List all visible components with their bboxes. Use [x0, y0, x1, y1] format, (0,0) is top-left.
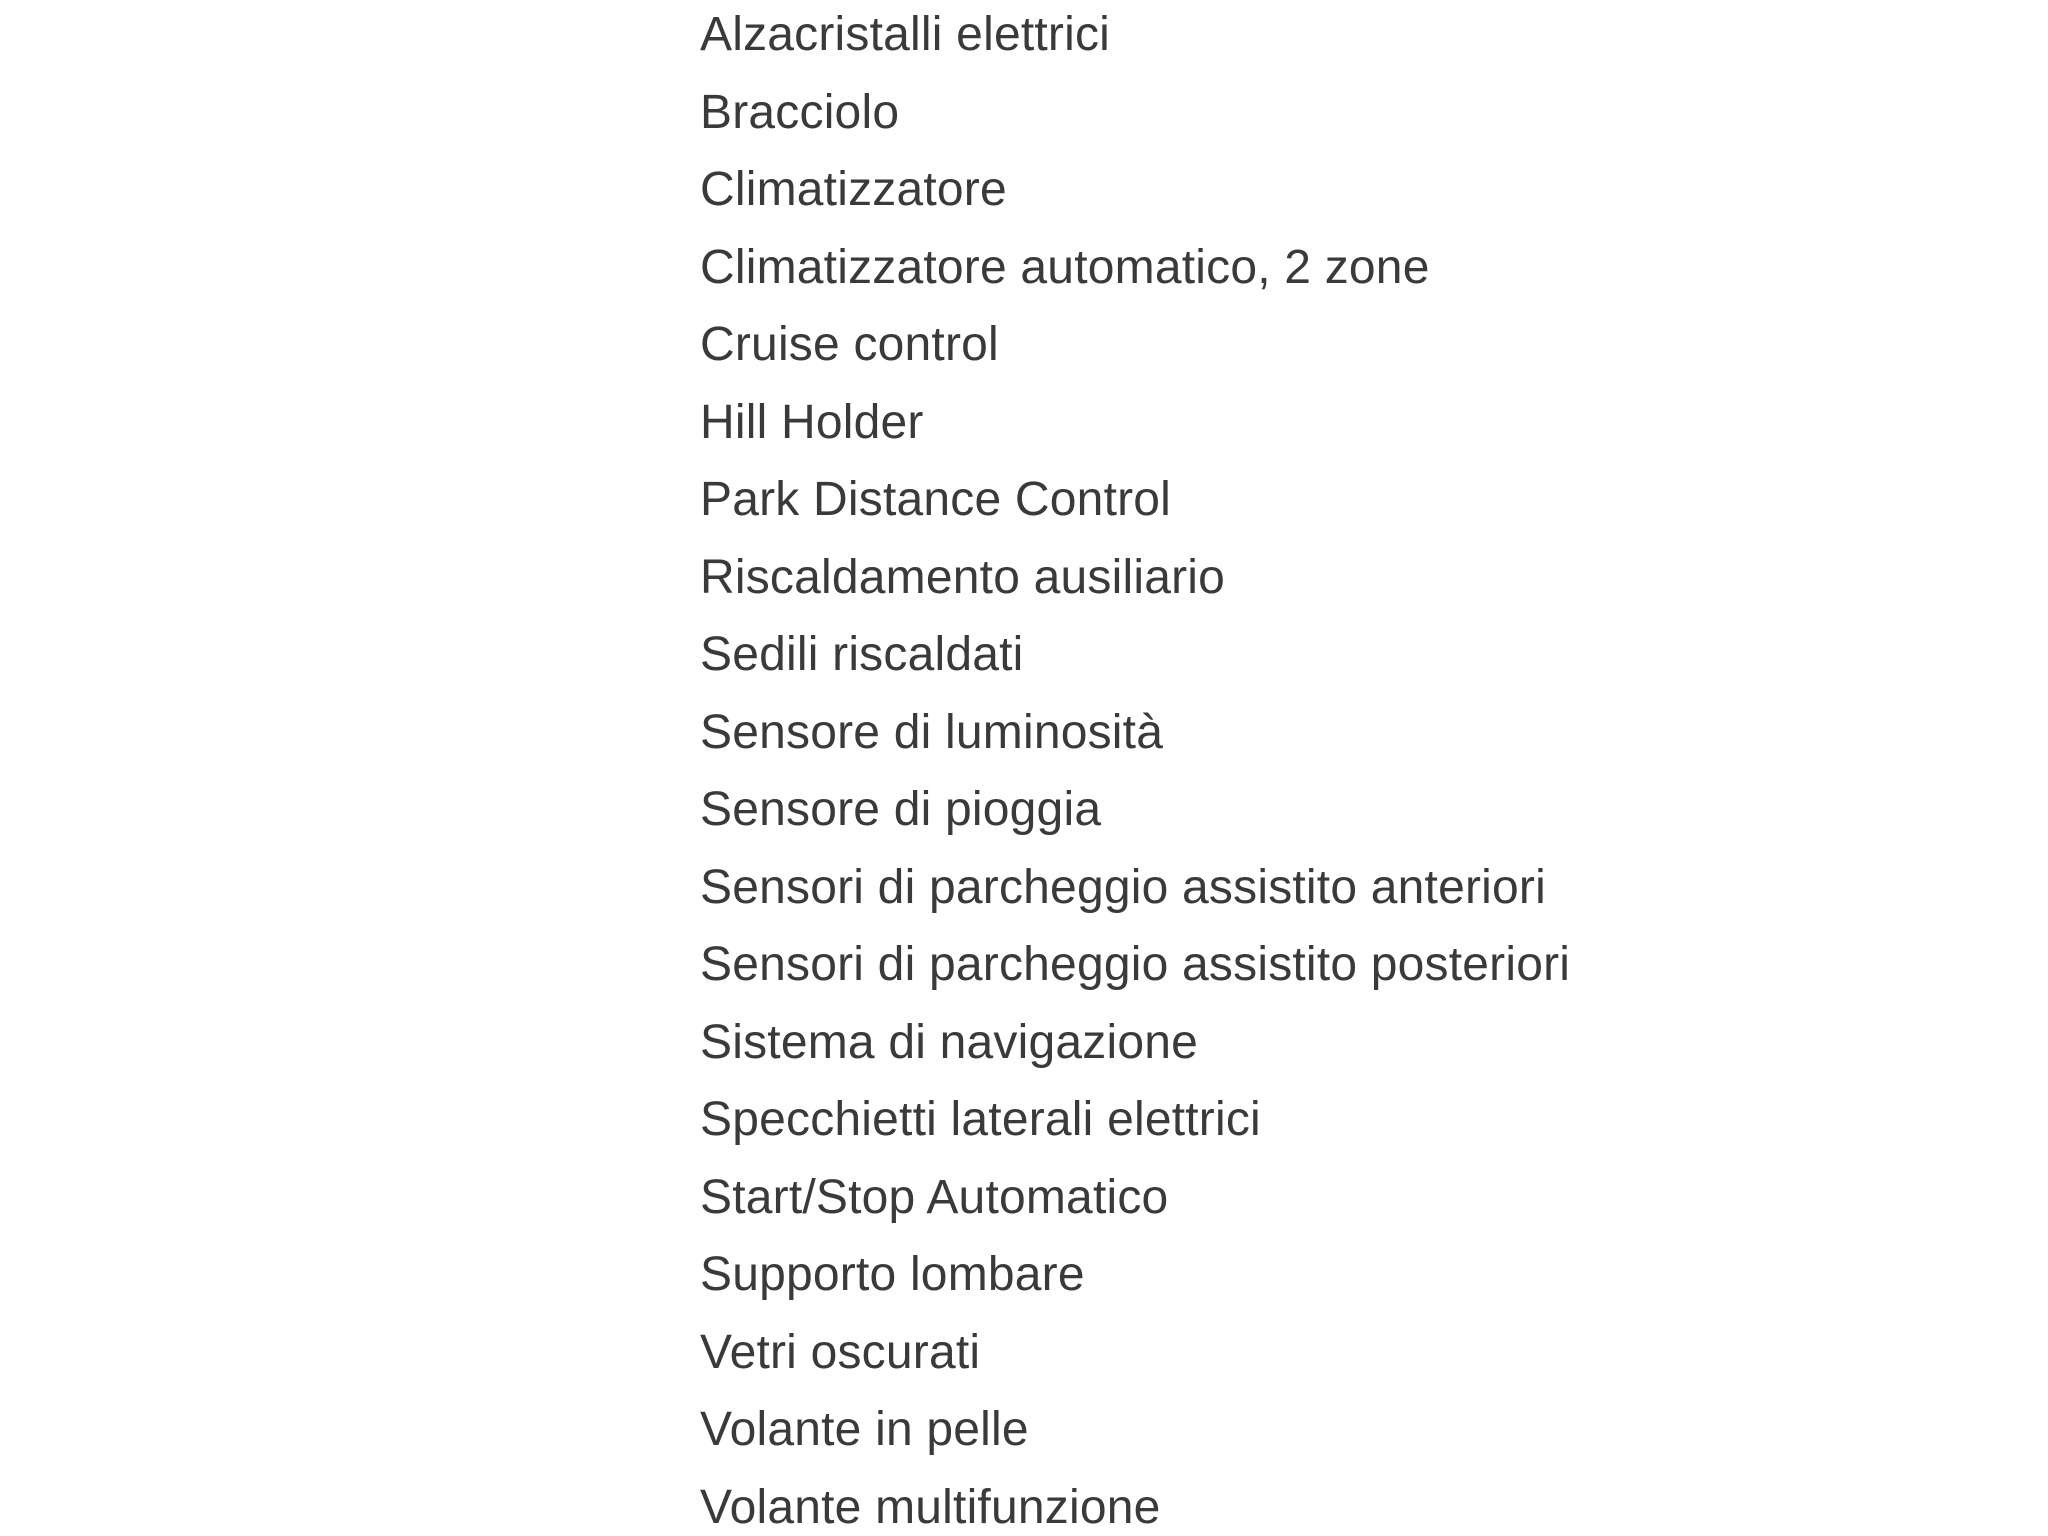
- feature-item-light-sensor: Sensore di luminosità: [700, 705, 1164, 759]
- feature-item-rain-sensor: Sensore di pioggia: [700, 783, 1102, 836]
- feature-item-dual-zone-climate: Climatizzatore automatico, 2 zone: [700, 240, 1430, 294]
- feature-item-front-parking-sensors: Sensori di parcheggio assistito anteriori: [700, 860, 1546, 914]
- feature-item-heated-seats: Sedili riscaldati: [700, 628, 1024, 681]
- feature-item-navigation-system: Sistema di navigazione: [700, 1015, 1199, 1069]
- feature-item-power-windows: Alzacristalli elettrici: [700, 8, 1111, 61]
- feature-item-tinted-windows: Vetri oscurati: [700, 1325, 981, 1379]
- feature-item-leather-steering-wheel: Volante in pelle: [700, 1403, 1029, 1456]
- feature-item-start-stop: Start/Stop Automatico: [700, 1170, 1169, 1224]
- feature-item-rear-parking-sensors: Sensori di parcheggio assistito posteriori: [700, 938, 1571, 991]
- feature-item-power-mirrors: Specchietti laterali elettrici: [700, 1093, 1261, 1146]
- feature-item-lumbar-support: Supporto lombare: [700, 1248, 1085, 1301]
- feature-item-armrest: Bracciolo: [700, 85, 900, 139]
- features-list: [700, 0, 1570, 1536]
- feature-item-air-conditioning: Climatizzatore: [700, 163, 1007, 216]
- feature-item-cruise-control: Cruise control: [700, 318, 999, 371]
- feature-item-park-distance-control: Park Distance Control: [700, 473, 1172, 526]
- feature-item-auxiliary-heating: Riscaldamento ausiliario: [700, 550, 1226, 604]
- feature-item-hill-holder: Hill Holder: [700, 395, 924, 449]
- feature-item-multifunction-steering-wheel: Volante multifunzione: [700, 1480, 1161, 1534]
